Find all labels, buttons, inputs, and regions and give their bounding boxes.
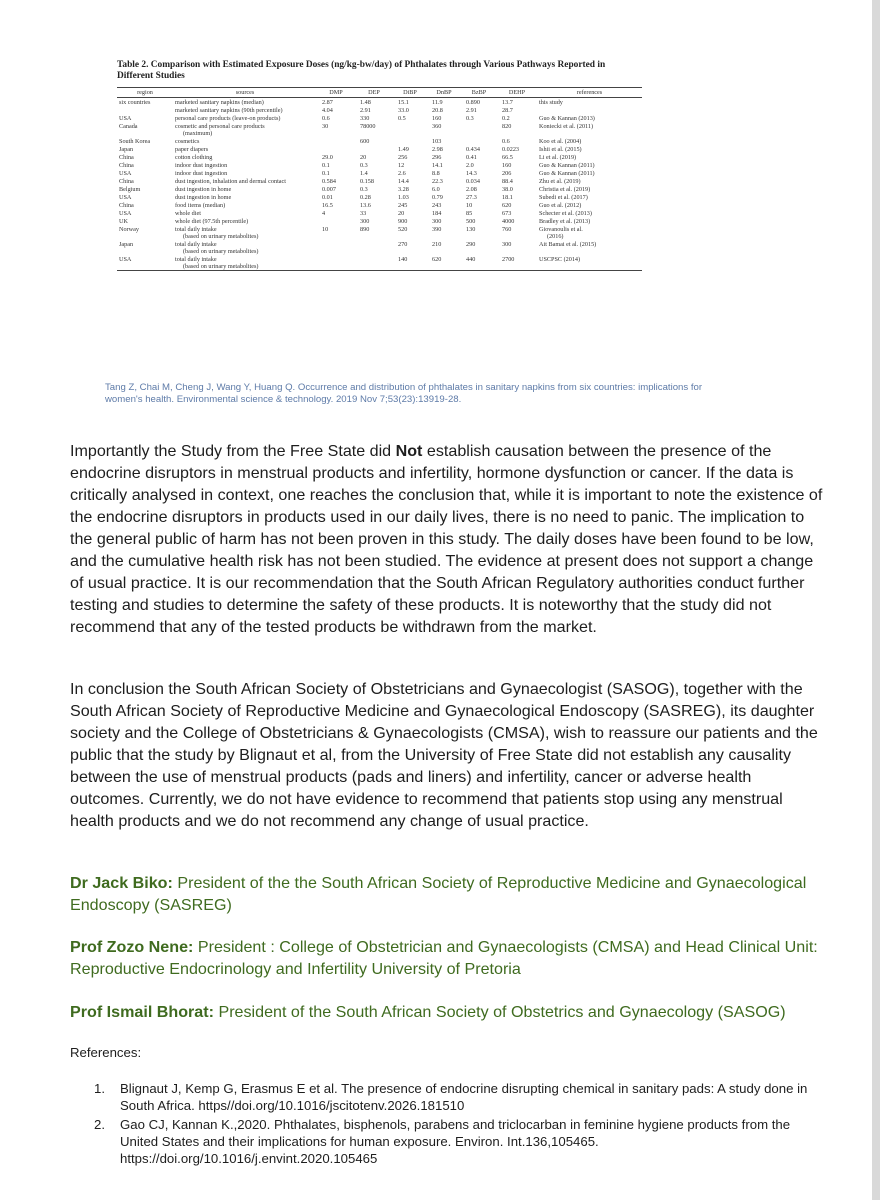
reference-cell bbox=[537, 122, 642, 137]
value-cell: 1.03 bbox=[398, 193, 409, 201]
signatory-role: President of the the South African Society of Reproductive Medicine and Gynaecological Endoscopy (SASREG) bbox=[70, 874, 807, 914]
source-text: whole diet bbox=[175, 209, 201, 217]
exposure-table bbox=[117, 87, 642, 271]
reference-cite: Bradley et al. (2013) bbox=[539, 217, 591, 225]
source-cell bbox=[173, 193, 317, 201]
value-cell: 820 bbox=[502, 122, 512, 130]
paragraph-causation bbox=[70, 440, 830, 638]
table-header-row bbox=[117, 88, 642, 98]
value-cell: 0.79 bbox=[432, 193, 443, 201]
table-title: Table 2. Comparison with Estimated Exposure Doses (ng/kg-bw/day) of Phthalates through Various Pathways Reported in Different Studies bbox=[117, 60, 606, 81]
source-cell bbox=[173, 98, 317, 107]
right-edge-bar bbox=[872, 0, 880, 1200]
value-cell: 30 bbox=[322, 122, 329, 130]
col-header: BzBP bbox=[461, 88, 497, 98]
value-cell: 4000 bbox=[502, 217, 515, 225]
reference-cell bbox=[537, 106, 642, 114]
value-cell: 160 bbox=[432, 114, 442, 122]
reference-cell bbox=[537, 209, 642, 217]
value-cell: 0.158 bbox=[360, 177, 374, 185]
value-cell: 33 bbox=[360, 209, 367, 217]
source-note: (based on urinary metabolites) bbox=[183, 262, 259, 270]
value-cell: 256 bbox=[398, 153, 408, 161]
table-row bbox=[117, 161, 642, 169]
value-cell: 2.6 bbox=[398, 169, 406, 177]
value-cell: 2700 bbox=[497, 255, 537, 271]
value-cell bbox=[461, 122, 497, 137]
value-cell: 28.7 bbox=[502, 106, 513, 114]
region-cell: USA bbox=[119, 193, 132, 201]
region-cell: Belgium bbox=[119, 185, 141, 193]
value-cell: 0.584 bbox=[322, 177, 336, 185]
value-cell: 10 bbox=[322, 225, 329, 233]
source-cell bbox=[173, 185, 317, 193]
table-row bbox=[117, 106, 642, 114]
region-cell: Japan bbox=[119, 240, 134, 248]
reference-cite: Ait Bamai et al. (2015) bbox=[539, 240, 597, 248]
value-cell: 243 bbox=[432, 201, 442, 209]
value-cell: 2.98 bbox=[432, 145, 443, 153]
paragraph-conclusion: In conclusion the South African Society of Obstetricians and Gynaecologist (SASOG), together with the South African Society of Reproductive Medicine and Gynaecological Endoscopy (SASREG), its daughter society and the College of Obstetricians & Gynaecologists (CMSA), wish to reassure our patients and the public that the study by Blignaut et al, from the University of Free State did not establish any causality between the use of menstrual products (pads and liners) and infertility, cancer or adverse health outcomes. Currently, we do not have evidence to recommend that patients stop using any menstrual health products and we do not recommend any change of usual practice. bbox=[70, 680, 818, 830]
source-text: dust ingestion, inhalation and dermal contact bbox=[175, 177, 287, 185]
table-figure bbox=[105, 60, 642, 271]
figure-caption: Tang Z, Chai M, Cheng J, Wang Y, Huang Q. Occurrence and distribution of phthalates in sanitary napkins from six countries: implications for women's health. Environmental science & technology. 2019 Nov 7;53(23):13919-28. bbox=[105, 382, 703, 405]
value-cell: 210 bbox=[432, 240, 442, 248]
value-cell: 0.3 bbox=[466, 114, 474, 122]
signatory-biko bbox=[70, 872, 830, 916]
source-text: indoor dust ingestion bbox=[175, 169, 228, 177]
value-cell: 27.3 bbox=[466, 193, 477, 201]
value-cell bbox=[317, 145, 355, 153]
emphasis-not: Not bbox=[395, 442, 423, 460]
reference-item bbox=[94, 1080, 829, 1114]
value-cell bbox=[355, 240, 393, 255]
reference-cell bbox=[537, 177, 642, 185]
region-cell: China bbox=[119, 153, 134, 161]
value-cell bbox=[461, 137, 497, 145]
value-cell bbox=[355, 255, 393, 271]
col-header: DEHP bbox=[497, 88, 537, 98]
signatory-name: Prof Zozo Nene: bbox=[70, 938, 194, 956]
value-cell: 0.01 bbox=[322, 193, 333, 201]
signatory-name: Dr Jack Biko: bbox=[70, 874, 173, 892]
reference-cell bbox=[537, 225, 642, 240]
value-cell: 520 bbox=[398, 225, 408, 233]
reference-cite: Christia et al. (2019) bbox=[539, 185, 591, 193]
reference-cell bbox=[537, 193, 642, 201]
reference-cite: this study bbox=[539, 98, 563, 106]
value-cell: 4.04 bbox=[322, 106, 333, 114]
reference-cell bbox=[537, 169, 642, 177]
table-row bbox=[117, 114, 642, 122]
source-text: whole diet (97.5th percentile) bbox=[175, 217, 249, 225]
value-cell bbox=[317, 240, 355, 255]
col-header: DEP bbox=[355, 88, 393, 98]
reference-cell bbox=[537, 240, 642, 255]
source-text: personal care products (leave-on products) bbox=[175, 114, 281, 122]
value-cell: 184 bbox=[432, 209, 442, 217]
table-row bbox=[117, 122, 642, 137]
signatory-role: President : College of Obstetrician and Gynaecologists (CMSA) and Head Clinical Unit: Reproductive Endocrinology and Infertility University of Pretoria bbox=[70, 938, 818, 978]
reference-cell bbox=[537, 98, 642, 107]
value-cell: 0.6 bbox=[502, 137, 510, 145]
reference-cite: Ishii et al. (2015) bbox=[539, 145, 582, 153]
value-cell: 130 bbox=[466, 225, 476, 233]
source-text: cotton clothing bbox=[175, 153, 213, 161]
region-cell: USA bbox=[117, 255, 173, 271]
region-cell: China bbox=[119, 161, 134, 169]
reference-cell bbox=[537, 255, 642, 271]
region-cell: six countries bbox=[119, 98, 151, 106]
source-cell bbox=[173, 161, 317, 169]
reference-cite: Guo et al. (2012) bbox=[539, 201, 582, 209]
col-header: DnBP bbox=[427, 88, 461, 98]
source-cell bbox=[173, 106, 317, 114]
reference-cite: USCPSC (2014) bbox=[539, 255, 581, 263]
value-cell: 300 bbox=[360, 217, 370, 225]
value-cell: 20.8 bbox=[432, 106, 443, 114]
value-cell: 1.48 bbox=[360, 98, 371, 106]
source-cell bbox=[173, 153, 317, 161]
value-cell: 500 bbox=[466, 217, 476, 225]
value-cell: 103 bbox=[432, 137, 442, 145]
value-cell: 0.890 bbox=[466, 98, 480, 106]
reference-cite: Giovanoulis et al. bbox=[539, 225, 583, 233]
value-cell: 1.4 bbox=[360, 169, 368, 177]
value-cell: 10 bbox=[466, 201, 473, 209]
reference-cell bbox=[537, 201, 642, 209]
table-row bbox=[117, 225, 642, 240]
value-cell: 673 bbox=[502, 209, 512, 217]
value-cell: 620 bbox=[502, 201, 512, 209]
value-cell: 0.28 bbox=[360, 193, 371, 201]
table-row bbox=[117, 145, 642, 153]
value-cell: 0.3 bbox=[360, 185, 368, 193]
source-cell bbox=[173, 177, 317, 185]
value-cell: 0.0223 bbox=[502, 145, 520, 153]
value-cell bbox=[393, 137, 427, 145]
signatory-nene bbox=[70, 936, 830, 980]
value-cell: 6.0 bbox=[432, 185, 440, 193]
region-cell bbox=[117, 106, 173, 114]
source-note: (based on urinary metabolites) bbox=[183, 247, 259, 255]
value-cell: 900 bbox=[398, 217, 408, 225]
reference-cite-year: (2016) bbox=[547, 232, 564, 240]
value-cell: 33.0 bbox=[398, 106, 409, 114]
source-text: dust ingestion in home bbox=[175, 185, 232, 193]
source-text: total daily intake bbox=[175, 240, 217, 248]
value-cell: 14.3 bbox=[466, 169, 477, 177]
source-cell bbox=[173, 137, 317, 145]
reference-item bbox=[94, 1116, 829, 1167]
value-cell: 0.007 bbox=[322, 185, 336, 193]
source-cell bbox=[173, 145, 317, 153]
value-cell: 14.1 bbox=[432, 161, 443, 169]
reference-cite: Zhu et al. (2019) bbox=[539, 177, 581, 185]
table-row bbox=[117, 209, 642, 217]
source-text: paper diapers bbox=[175, 145, 209, 153]
table-row bbox=[117, 217, 642, 225]
value-cell: 16.5 bbox=[322, 201, 333, 209]
value-cell: 78000 bbox=[360, 122, 376, 130]
source-note: (based on urinary metabolites) bbox=[183, 232, 259, 240]
value-cell: 14.4 bbox=[398, 177, 409, 185]
source-text: indoor dust ingestion bbox=[175, 161, 228, 169]
reference-number: 1. bbox=[94, 1081, 105, 1096]
reference-cell bbox=[537, 153, 642, 161]
value-cell: 13.6 bbox=[360, 201, 371, 209]
reference-number: 2. bbox=[94, 1117, 105, 1132]
value-cell: 11.9 bbox=[432, 98, 443, 106]
value-cell: 296 bbox=[432, 153, 442, 161]
reference-cite: Guo & Kannan (2013) bbox=[539, 114, 595, 122]
region-cell: Norway bbox=[119, 225, 139, 233]
source-cell bbox=[173, 225, 317, 240]
value-cell: 0.434 bbox=[466, 145, 480, 153]
signatory-bhorat bbox=[70, 1001, 830, 1023]
value-cell: 0.3 bbox=[360, 161, 368, 169]
value-cell: 2.91 bbox=[360, 106, 371, 114]
value-cell: 0.1 bbox=[322, 169, 330, 177]
source-cell bbox=[173, 240, 317, 255]
reference-cite: Schecter et al. (2013) bbox=[539, 209, 592, 217]
references-heading: References: bbox=[70, 1045, 142, 1060]
reference-cell bbox=[537, 114, 642, 122]
value-cell: 300 bbox=[502, 240, 512, 248]
source-cell bbox=[173, 201, 317, 209]
region-cell: South Korea bbox=[119, 137, 151, 145]
col-header: region bbox=[117, 88, 173, 98]
value-cell: 760 bbox=[502, 225, 512, 233]
signatory-role: President of the South African Society of Obstetrics and Gynaecology (SASOG) bbox=[213, 1003, 786, 1021]
source-cell bbox=[173, 122, 317, 137]
region-cell: China bbox=[119, 201, 134, 209]
value-cell: 20 bbox=[360, 153, 367, 161]
table-row bbox=[117, 240, 642, 255]
signatory-name: Prof Ismail Bhorat: bbox=[70, 1003, 214, 1021]
col-header: references bbox=[537, 88, 642, 98]
value-cell: 440 bbox=[461, 255, 497, 271]
value-cell: 8.8 bbox=[432, 169, 440, 177]
region-cell: USA bbox=[119, 209, 132, 217]
value-cell: 66.5 bbox=[502, 153, 513, 161]
value-cell: 4 bbox=[322, 209, 326, 217]
paragraph-text: Importantly the Study from the Free State did bbox=[70, 442, 396, 460]
value-cell: 3.28 bbox=[398, 185, 409, 193]
source-text: marketed sanitary napkins (90th percentile) bbox=[175, 106, 283, 114]
value-cell: 85 bbox=[466, 209, 473, 217]
value-cell: 2.0 bbox=[466, 161, 474, 169]
value-cell: 12 bbox=[398, 161, 405, 169]
value-cell: 22.3 bbox=[432, 177, 443, 185]
col-header: sources bbox=[173, 88, 317, 98]
source-text: food items (median) bbox=[175, 201, 226, 209]
value-cell: 600 bbox=[360, 137, 370, 145]
value-cell: 390 bbox=[432, 225, 442, 233]
value-cell bbox=[393, 122, 427, 137]
source-text: marketed sanitary napkins (median) bbox=[175, 98, 264, 106]
source-cell bbox=[173, 169, 317, 177]
source-text: cosmetics bbox=[175, 137, 200, 145]
value-cell bbox=[355, 145, 393, 153]
value-cell: 245 bbox=[398, 201, 408, 209]
reference-cite: Subedi et al. (2017) bbox=[539, 193, 588, 201]
value-cell: 0.034 bbox=[466, 177, 480, 185]
reference-cite: Koniecki et al. (2011) bbox=[539, 122, 594, 130]
value-cell: 18.1 bbox=[502, 193, 513, 201]
value-cell: 290 bbox=[466, 240, 476, 248]
reference-cite: Guo & Kannan (2011) bbox=[539, 161, 595, 169]
region-cell: USA bbox=[119, 169, 132, 177]
value-cell: 1.49 bbox=[398, 145, 409, 153]
value-cell: 38.0 bbox=[502, 185, 513, 193]
paragraph-text: establish causation between the presence of the endocrine disruptors in menstrual products and infertility, hormone dysfunction or cancer. If the data is critically analysed in context, one reaches the conclusion that, while it is important to note the existence of the endocrine disruptors in products used in our daily lives, there is no need to panic. The implication to the general public of harm has not been proven in this study. The daily doses have been found to be low, and the cumulative health risk has not been studied. The evidence at present does not support a change of usual practice. It is our recommendation that the South African Regulatory authorities conduct further testing and studies to determine the safety of these products. It is noteworthy that the study did not recommend that any of the tested products be withdrawn from the market. bbox=[70, 442, 823, 636]
value-cell: 0.2 bbox=[502, 114, 510, 122]
region-cell: USA bbox=[119, 114, 132, 122]
value-cell: 300 bbox=[432, 217, 442, 225]
table-body bbox=[117, 98, 642, 271]
reference-cite: Li et al. (2019) bbox=[539, 153, 577, 161]
value-cell: 13.7 bbox=[502, 98, 513, 106]
references-list bbox=[94, 1080, 829, 1169]
region-cell: UK bbox=[119, 217, 128, 225]
value-cell: 0.5 bbox=[398, 114, 406, 122]
value-cell: 0.6 bbox=[322, 114, 330, 122]
reference-text: Gao CJ, Kannan K.,2020. Phthalates, bisphenols, parabens and triclocarban in feminine hygiene products from the United States and their implications for human exposure. Environ. Int.136,105465. https://doi.org/10.1016/j.envint.2020.105465 bbox=[120, 1117, 791, 1166]
table-row bbox=[117, 169, 642, 177]
value-cell: 20 bbox=[398, 209, 405, 217]
value-cell: 140 bbox=[393, 255, 427, 271]
region-cell: Japan bbox=[119, 145, 134, 153]
table-row bbox=[117, 255, 642, 271]
reference-cell bbox=[537, 185, 642, 193]
value-cell: 15.1 bbox=[398, 98, 409, 106]
source-text: cosmetic and personal care products bbox=[175, 122, 265, 130]
value-cell: 160 bbox=[502, 161, 512, 169]
value-cell: 890 bbox=[360, 225, 370, 233]
col-header: DMP bbox=[317, 88, 355, 98]
source-cell bbox=[173, 255, 317, 271]
col-header: DiBP bbox=[393, 88, 427, 98]
source-text: total daily intake bbox=[175, 255, 217, 263]
source-text: dust ingestion in home bbox=[175, 193, 232, 201]
source-note: (maximum) bbox=[183, 129, 213, 137]
table-row bbox=[117, 177, 642, 185]
value-cell: 88.4 bbox=[502, 177, 513, 185]
reference-cell bbox=[537, 217, 642, 225]
region-cell: Canada bbox=[119, 122, 138, 130]
reference-cite: Guo & Kannan (2011) bbox=[539, 169, 595, 177]
source-cell bbox=[173, 217, 317, 225]
value-cell: 29.0 bbox=[322, 153, 333, 161]
value-cell: 0.41 bbox=[466, 153, 477, 161]
reference-cite: Koo et al. (2004) bbox=[539, 137, 582, 145]
value-cell: 2.91 bbox=[466, 106, 477, 114]
table-row bbox=[117, 185, 642, 193]
table-row bbox=[117, 153, 642, 161]
value-cell: 360 bbox=[432, 122, 442, 130]
value-cell: 330 bbox=[360, 114, 370, 122]
value-cell: 2.87 bbox=[322, 98, 333, 106]
source-text: total daily intake bbox=[175, 225, 217, 233]
value-cell: 0.1 bbox=[322, 161, 330, 169]
value-cell bbox=[317, 255, 355, 271]
value-cell bbox=[317, 217, 355, 225]
reference-cell bbox=[537, 137, 642, 145]
source-cell bbox=[173, 209, 317, 217]
value-cell: 620 bbox=[427, 255, 461, 271]
table-row bbox=[117, 201, 642, 209]
region-cell: China bbox=[119, 177, 134, 185]
source-cell bbox=[173, 114, 317, 122]
table-row bbox=[117, 98, 642, 107]
value-cell: 206 bbox=[502, 169, 512, 177]
table-row bbox=[117, 137, 642, 145]
table-row bbox=[117, 193, 642, 201]
value-cell: 270 bbox=[398, 240, 408, 248]
value-cell bbox=[317, 137, 355, 145]
reference-text: Blignaut J, Kemp G, Erasmus E et al. The presence of endocrine disrupting chemical in sanitary pads: A study done in South Africa. https//doi.org/10.1016/jscitotenv.2026.181510 bbox=[120, 1081, 808, 1113]
value-cell: 2.08 bbox=[466, 185, 477, 193]
reference-cell bbox=[537, 161, 642, 169]
reference-cell bbox=[537, 145, 642, 153]
